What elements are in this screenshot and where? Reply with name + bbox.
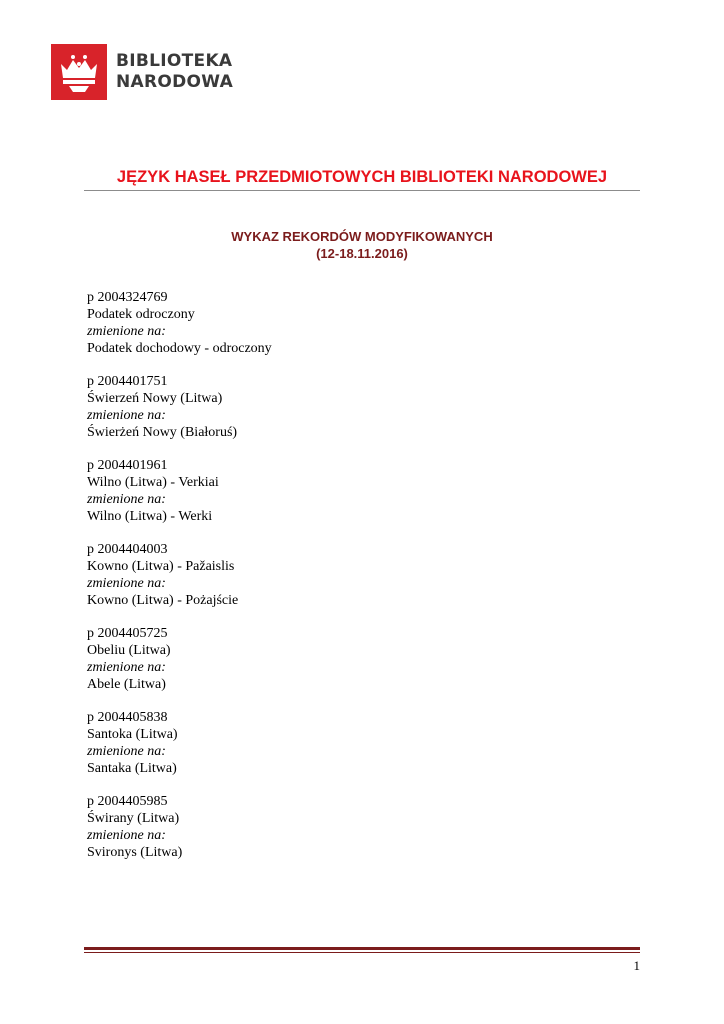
record-entry	[87, 541, 272, 609]
record-old-heading: Kowno (Litwa) - Pažaislis	[87, 559, 235, 574]
record-entry	[87, 625, 272, 693]
changed-label: zmienione na:	[87, 744, 166, 759]
record-old-heading: Obeliu (Litwa)	[87, 643, 171, 658]
record-entry	[87, 457, 272, 525]
record-old-heading: Podatek odroczony	[87, 307, 195, 322]
title-divider	[84, 190, 640, 191]
record-entry	[87, 373, 272, 441]
record-old-heading: Santoka (Litwa)	[87, 727, 178, 742]
record-entry	[87, 793, 272, 861]
page-number: 1	[633, 958, 640, 973]
record-new-heading: Kowno (Litwa) - Pożajście	[87, 593, 239, 608]
changed-label: zmienione na:	[87, 660, 166, 675]
logo-line-1: BIBLIOTEKA	[116, 51, 233, 71]
record-id: p 2004404003	[87, 542, 168, 557]
record-entry	[87, 289, 272, 357]
record-old-heading: Wilno (Litwa) - Verkiai	[87, 475, 219, 490]
library-logo	[51, 44, 233, 100]
record-old-heading: Świrany (Litwa)	[87, 811, 180, 826]
record-new-heading: Santaka (Litwa)	[87, 761, 177, 776]
footer-divider-thick	[84, 947, 640, 950]
record-new-heading: Świerżeń Nowy (Białoruś)	[87, 425, 238, 440]
changed-label: zmienione na:	[87, 324, 166, 339]
record-old-heading: Świerzeń Nowy (Litwa)	[87, 391, 223, 406]
record-id: p 2004405725	[87, 626, 168, 641]
page-title: JĘZYK HASEŁ PRZEDMIOTOWYCH BIBLIOTEKI NARODOWEJ	[116, 168, 608, 186]
footer-divider-thin	[84, 952, 640, 953]
records-list	[87, 289, 272, 877]
record-new-heading: Abele (Litwa)	[87, 677, 166, 692]
changed-label: zmienione na:	[87, 828, 166, 843]
record-id: p 2004405838	[87, 710, 168, 725]
page-subtitle	[84, 228, 640, 262]
crown-logo-icon	[51, 44, 107, 100]
subtitle-date-range: (12-18.11.2016)	[316, 246, 408, 261]
changed-label: zmienione na:	[87, 576, 166, 591]
subtitle-heading: WYKAZ REKORDÓW MODYFIKOWANYCH	[231, 229, 493, 244]
record-new-heading: Svironys (Litwa)	[87, 845, 183, 860]
record-id: p 2004405985	[87, 794, 168, 809]
record-entry	[87, 709, 272, 777]
changed-label: zmienione na:	[87, 408, 166, 423]
record-id: p 2004401751	[87, 374, 168, 389]
record-new-heading: Wilno (Litwa) - Werki	[87, 509, 213, 524]
logo-line-2: NARODOWA	[116, 72, 234, 92]
logo-wordmark	[116, 51, 233, 93]
record-id: p 2004324769	[87, 290, 168, 305]
record-id: p 2004401961	[87, 458, 168, 473]
changed-label: zmienione na:	[87, 492, 166, 507]
record-new-heading: Podatek dochodowy - odroczony	[87, 341, 272, 356]
